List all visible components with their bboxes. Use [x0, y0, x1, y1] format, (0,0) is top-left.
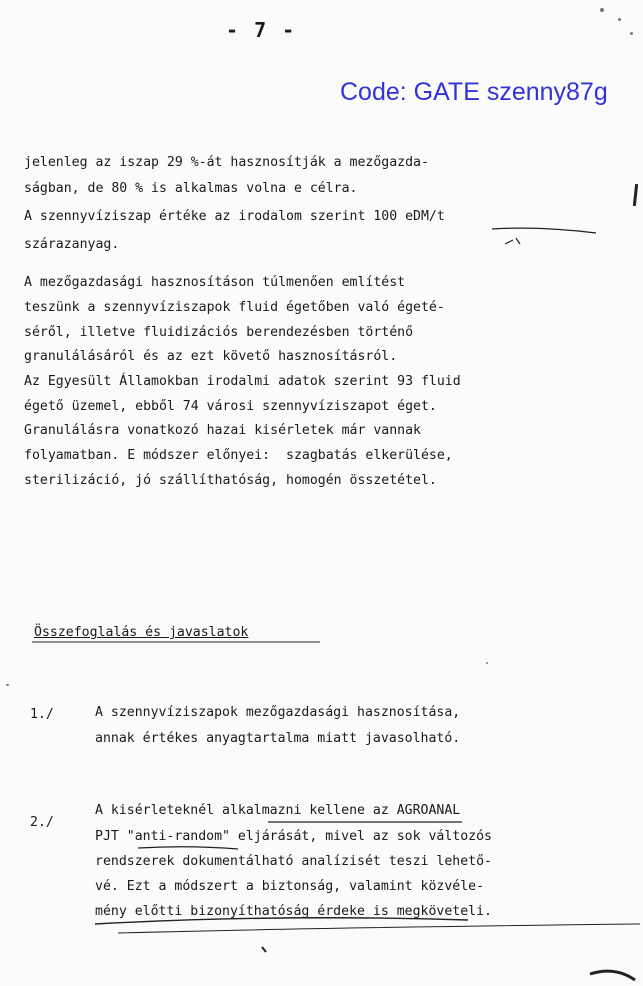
text-line: jelenleg az iszap 29 %-át hasznosítják a mezőgazda- [24, 155, 429, 170]
text-line: Az Egyesült Államokban irodalmi adatok szerint 93 fluid [24, 374, 461, 389]
list-item-line: PJT "anti-random" eljárását, mivel az sok változós [95, 829, 492, 844]
text-line: A szennyvíziszap értéke az irodalom szerint 100 eDM/t [24, 209, 445, 224]
text-line: séről, illetve fluidizációs berendezésben történő [24, 325, 414, 340]
list-item-line: A kisérleteknél alkalmazni kellene az AGROANAL [95, 803, 461, 818]
list-item-line: mény előtti bizonyíthatóság érdeke is megköveteli. [95, 904, 492, 919]
list-item-number: 1./ [30, 707, 54, 722]
text-line: teszünk a szennyvíziszapok fluid égetőben való égeté- [24, 300, 445, 315]
section-heading: Összefoglalás és javaslatok [34, 625, 249, 640]
list-item-line: rendszerek dokumentálható analízisét teszi lehető- [95, 854, 492, 869]
list-item-number: 2./ [30, 815, 54, 830]
scan-speck [618, 18, 621, 21]
code-label: Code: GATE szenny87g [340, 78, 608, 106]
text-line: szárazanyag. [24, 237, 120, 252]
scan-speck [600, 8, 604, 12]
text-line: A mezőgazdasági hasznosításon túlmenően említést [24, 275, 406, 290]
list-item-line: A szennyvíziszapok mezőgazdasági hasznosítása, [95, 705, 461, 720]
list-item-line: vé. Ezt a módszert a biztonság, valamint közvéle- [95, 879, 485, 894]
text-line: Granulálásra vonatkozó hazai kisérletek már vannak [24, 423, 421, 438]
scan-speck [486, 662, 488, 664]
scan-speck [630, 32, 633, 35]
text-line: sterilizáció, jó szállíthatóság, homogén összetétel. [24, 473, 437, 488]
scan-speck [6, 684, 9, 686]
text-line: ságban, de 80 % is alkalmas volna e célra. [24, 181, 358, 196]
list-item-line: annak értékes anyagtartalma miatt javasolható. [95, 731, 461, 746]
text-line: granulálásáról és az ezt követő hasznosításról. [24, 349, 398, 364]
text-line: folyamatban. E módszer előnyei: szagbatás elkerülése, [24, 448, 453, 463]
margin-mark [633, 184, 638, 206]
page-number: - 7 - [226, 18, 297, 42]
text-line: égető üzemel, ebből 74 városi szennyvíziszapot éget. [24, 399, 437, 414]
